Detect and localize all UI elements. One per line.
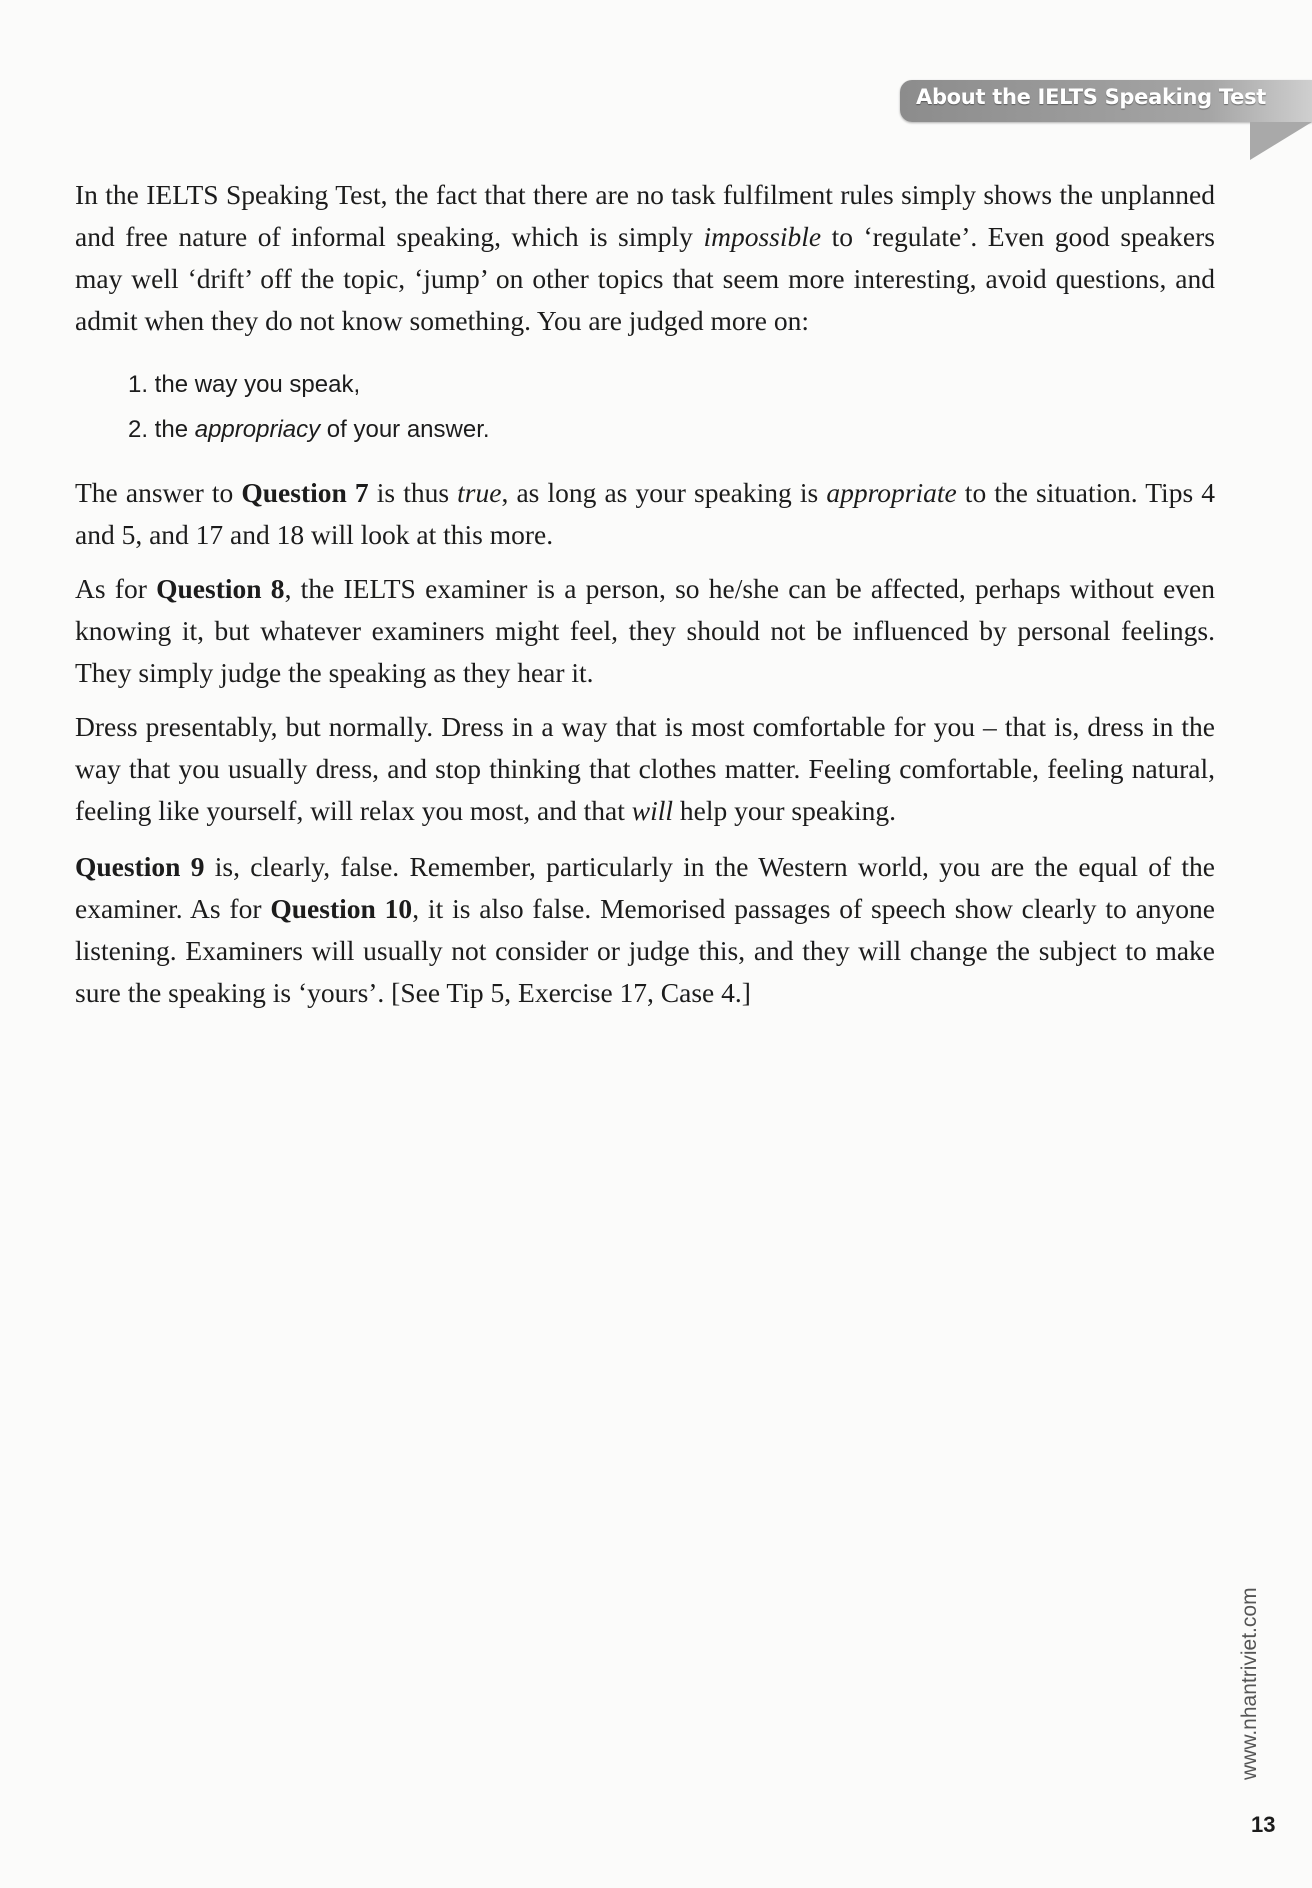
text-run: , the IELTS examiner is a person, so he/she can be affected, perhaps without even knowing it, but whatever examiners might feel, they should not be influenced by personal feelings. They simply judge the speaking as they hear it. [75,573,1215,688]
text-run: The answer to [75,477,242,508]
text-run: is, clearly, false. Remember, particularly in the Western world, you are the equal of the examiner. As for [75,851,1216,924]
bold-text: Question 8 [156,573,285,604]
page-number: 13 [1251,1812,1276,1837]
text-run: to the situation. Tips 4 and 5, and 17 and 18 will look at this more. [75,477,1215,550]
italic-text: will [631,795,674,826]
paragraph-3 [75,568,1215,694]
banner-tail [1250,122,1312,160]
list-item [128,362,490,407]
paragraph-2 [75,472,1215,556]
text-run: Dress presentably, but normally. Dress in a way that is most comfortable for you – that is, dress in the way that you usually dress, and stop thinking that clothes matter. Feeling comfortable, feeling natural, feeling like yourself, will relax you most, and that [75,711,1215,826]
bold-text: Question 9 [75,851,205,882]
text-run: As for [75,573,157,604]
italic-text: impossible [703,221,822,252]
answer-criteria-list [128,362,490,452]
bold-text: Question 7 [241,477,369,508]
website-url: www.nhantriviet.com [1238,1587,1261,1780]
section-title: About the IELTS Speaking Test [916,85,1267,109]
text-run: , it is also false. Memorised passages of speech show clearly to anyone listening. Examiners will usually not consider or judge this, and they will change the subject to make sure the speaking is ‘yours’. [See Tip 5, Exercise 17, Case 4.] [75,893,1216,1008]
text-run: , as long as your speaking is [501,477,827,508]
text-run: is thus [368,477,458,508]
list-item [128,407,490,452]
text-run: In the IELTS Speaking Test, the fact that there are no task fulfilment rules simply shows the unplanned and free nature of informal speaking, which is simply [75,179,1215,252]
text-run: help your speaking. [673,795,897,826]
section-banner [900,80,1312,122]
text-run: to ‘regulate’. Even good speakers may well ‘drift’ off the topic, ‘jump’ on other topics that seem more interesting, avoid questions, and admit when they do not know something. You are judged more on: [75,221,1215,336]
paragraph-4 [75,706,1215,832]
bold-text: Question 10 [270,893,413,924]
paragraph-5 [75,846,1215,1014]
text-run: 1. the way you speak, [128,371,361,398]
italic-text: appropriate [826,477,957,508]
italic-text: true [457,477,502,508]
italic-text: appropriacy [194,416,321,443]
text-run: of your answer. [320,416,490,443]
paragraph-1 [75,174,1215,342]
text-run: 2. the [128,416,195,443]
